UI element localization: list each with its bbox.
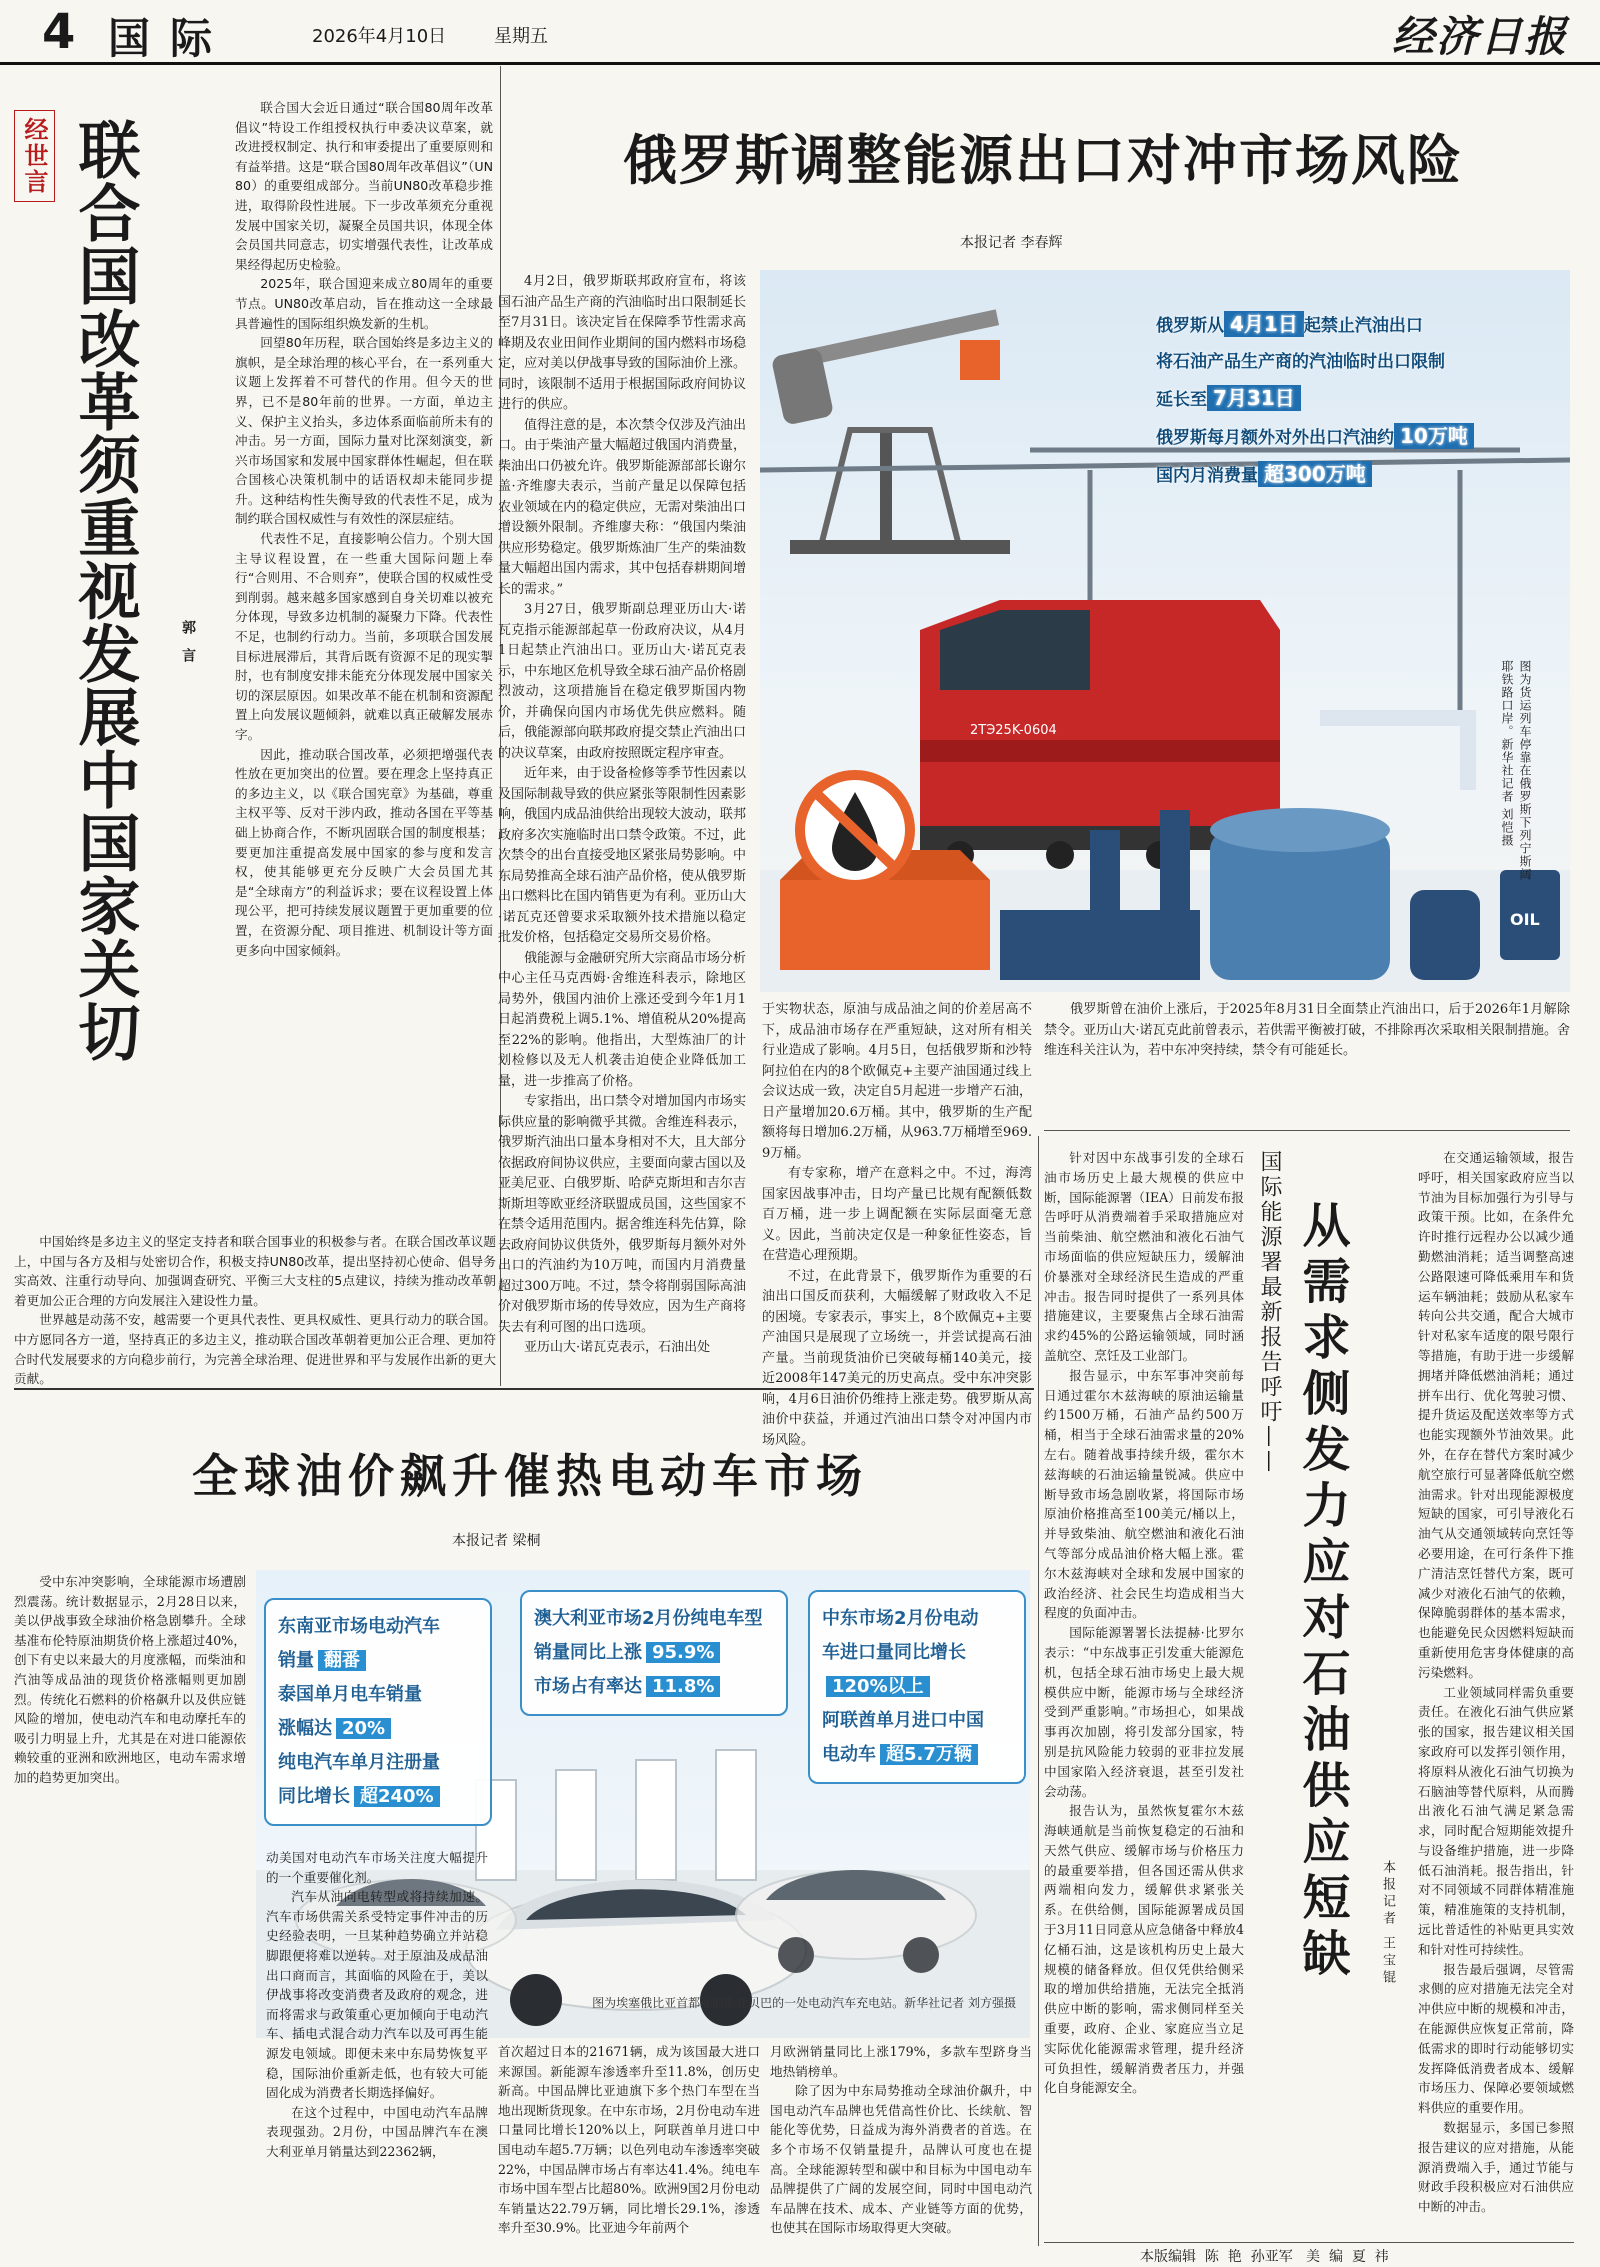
page-number: 4 <box>42 4 76 60</box>
russia-column-3 <box>1044 1000 1570 1080</box>
box-australia <box>520 1590 788 1716</box>
russia-paragraph: 近年来，由于设备检修等季节性因素以及国际制裁导致的供应紧张等限制性因素影响，俄国内成品油供给出现较大波动，联邦政府多次实施临时出口禁令政策。不过，此次禁令的出台直接受地区紧张局势影响。中东局势推高全球石油产品价格，使从俄罗斯出口燃料比在国内销售更为有利。亚历山大·诺瓦克还曾要求采取额外技术措施以稳定批发价格，包括稳定交易所交易价格。 <box>498 766 746 945</box>
footer-rule <box>1044 2242 1574 2243</box>
ev-column-2 <box>266 1848 488 2240</box>
info-line-export: 俄罗斯每月额外对外出口汽油约 10万吨 <box>1156 418 1556 456</box>
editorial-paragraph: 因此，推动联合国改革，必须把增强代表性放在更加突出的位置。要在理念上坚持真正的多边主义，以《联合国宪章》为基础，尊重主权平等、反对干涉内政，推动各国在平等基础上协商合作，不断巩固联合国的制度根基；要更加注重提高发展中国家的参与度和发言权，使其能够更充分反映广大会员国尤其是“全球南方”的利益诉求；要在议程设置上体现公平，把可持续发展议题置于更加重要的位置，在资源分配、项目推进、机制设计等方面更多向中国家倾斜。 <box>235 746 493 958</box>
ev-paragraph: 在这个过程中，中国电动汽车品牌表现强劲。2月份，中国品牌汽车在澳大利亚单月销量达到22362辆， <box>266 2104 488 2159</box>
section-name: 国际 <box>108 14 233 63</box>
iea-kicker: 国际能源署最新报告呼吁—— <box>1257 1150 1282 1475</box>
ev-paragraph: 除了因为中东局势推动全球油价飙升，中国电动汽车品牌也凭借高性价比、长续航、智能化等优势，日益成为海外消费者的首选。在多个市场不仅销量提升，品牌认可度也在提高。全球能源转型和碳中和目标为中国电动车品牌提供了广阔的发展空间，同时中国电动汽车品牌在技术、成本、产业链等方面的优势，也使其在国际市场取得更大突破。 <box>770 2083 1032 2236</box>
ev-paragraph: 月欧洲销量同比上涨179%，多款车型跻身当地热销榜单。 <box>770 2044 1032 2079</box>
newspaper-logo: 经济日报 <box>1392 12 1569 61</box>
russia-column-2 <box>762 1000 1032 1448</box>
column-tag: 经世言 <box>14 110 55 202</box>
editorial-tail <box>14 1232 496 1387</box>
box-middle-east <box>808 1590 1026 1784</box>
russia-paragraph: 专家指出，出口禁令对增加国内市场实际供应量的影响微乎其微。舍维连科表示，俄罗斯汽油出口量本身相对不大，且大部分依据政府间协议供应，主要面向蒙古国以及亚美尼亚、白俄罗斯、哈萨克斯坦和吉尔吉斯斯坦等欧亚经济联盟成员国，这些国家不在禁令适用范围内。据舍维连科先估算，除去政府间协议供货外，俄罗斯每月额外对外出口的汽油约为10万吨，而国内月消费量超过300万吨。不过，禁令将削弱国际高油价对俄罗斯市场的传导效应，因为生产商将失去有利可图的出口选项。 <box>498 1094 746 1335</box>
ev-headline: 全球油价飙升催热电动车市场 <box>192 1449 868 1503</box>
ev-column-4 <box>770 2042 1032 2240</box>
iea-paragraph: 报告最后强调，尽管需求侧的应对措施无法完全对冲供应中断的规模和冲击，在能源供应恢复正常前，降低需求的即时行动能够切实发挥降低消费者成本、缓解市场压力、保障必要领域燃料供应的重要作用。 <box>1418 1961 1574 2116</box>
russia-paragraph: 亚历山大·诺瓦克表示，石油出处 <box>524 1340 711 1355</box>
box-row: 市场占有率达 11.8% <box>534 1670 774 1704</box>
editorial-column <box>235 98 493 1238</box>
info-line-extend: 延长至 7月31日 <box>1156 380 1556 418</box>
masthead-rule <box>0 62 1600 65</box>
iea-paragraph: 在交通运输领域，报告呼吁，相关国家政府应当以节油为目标加强行为引导与政策干预。比如，在条件允许时推行远程办公以减少通勤燃油消耗；适当调整高速公路限速可降低乘用车和货运车辆油耗；鼓励从私家车转向公共交通，配合大城市针对私家车适度的限号限行等措施，有助于进一步缓解拥堵并降低燃油消耗；通过拼车出行、优化驾驶习惯、提升货运及配送效率等方式也能实现额外节油效果。此外，在存在替代方案时减少航空旅行可显著降低航空燃油需求。针对出现能源极度短缺的国家，可引导液化石油气从交通领域转向烹饪等必要用途，在可行条件下推广清洁烹饪替代方案，既可减少对液化石油气的依赖，保障脆弱群体的基本需求，也能避免民众因燃料短缺而重新使用危害身体健康的高污染燃料。 <box>1418 1150 1574 1680</box>
russia-paragraph: 不过，在此背景下，俄罗斯作为重要的石油出口国反而获利，大幅缓解了财政收入不足的困境。专家表示，事实上，8个欧佩克+主要产油国只是展现了立场统一，并尝试提高石油产量。当前现货油价已突破每桶140美元，接近2008年147美元的历史高点。受中东冲突影响，4月6日油价仍维持上涨走势。俄罗斯从高油价中获益，并通过汽油出口禁令对冲国内市场风险。 <box>762 1268 1032 1448</box>
box-header: 中东市场2月份电动 <box>822 1608 979 1629</box>
svg-text:OIL: OIL <box>1510 910 1540 929</box>
russia-column-1 <box>498 272 746 1382</box>
ev-column-1 <box>14 1572 246 2240</box>
russia-byline: 本报记者 李春辉 <box>960 235 1063 251</box>
issue-date: 2026年4月10日 <box>312 26 447 47</box>
iea-paragraph: 报告显示，中东军事冲突前每日通过霍尔木兹海峡的原油运输量约1500万桶，石油产品约500万桶，相当于全球石油需求量的20%左右。随着战事持续升级，霍尔木兹海峡的石油运输量锐减。供应中断导致市场急剧收紧，将国际市场原油价格推高至100美元/桶以上，并导致柴油、航空燃油和液化石油气等部分成品油价格大幅上涨。霍尔木兹海峡对全球和发展中国家的政治经济、社会民生均造成相当大程度的负面冲击。 <box>1044 1367 1244 1621</box>
box-southeast-asia <box>264 1598 492 1826</box>
info-line-ban: 俄罗斯从 4月1日 起禁止汽油出口 <box>1156 312 1423 336</box>
box-row: 销量同比上涨 95.9% <box>534 1636 774 1670</box>
russia-paragraph: 3月27日，俄罗斯副总理亚历山大·诺瓦克指示能源部起草一份政府决议，从4月1日起禁止汽油出口。亚历山大·诺瓦克表示，中东地区危机导致全球石油产品价格剧烈波动，这项措施旨在稳定俄罗斯国内物价，并确保向国内市场优先供应燃料。随后，俄能源部向联邦政府提交禁止汽油出口的决议草案，由政府按照既定程序审查。 <box>498 602 746 761</box>
ev-paragraph: 动美国对电动汽车市场关注度大幅提升的一个重要催化剂。 <box>266 1850 488 1885</box>
box-row: 阿联酋单月进口中国 <box>822 1710 984 1731</box>
info-line-restrict: 将石油产品生产商的汽油临时出口限制 <box>1156 352 1445 372</box>
iea-headline: 从需求侧发力应对石油供应短缺 <box>1294 1200 1350 1984</box>
editorial-paragraph: 联合国大会近日通过“联合国80周年改革倡议”特设工作组授权执行申委决议草案，就改进授权制定、执行和审委提出了重要原则和有益举措。这是“联合国80周年改革倡议”（UN80）的重要组成部分。当前UN80改革稳步推进，取得阶段性进展。下一步改革须充分重视发展中国家关切，凝聚全员国共识，体现全体会员国共同意志，切实增强代表性，让改革成果经得起历史检验。 <box>235 100 493 272</box>
box-header: 澳大利亚市场2月份纯电车型 <box>534 1608 763 1629</box>
ev-paragraph: 受中东冲突影响，全球能源市场遭剧烈震荡。统计数据显示，2月28日以来，美以伊战事致全球油价格急剧攀升。全球基准布伦特原油期货价格上涨超过40%，创下有史以来最大的月度涨幅，而柴油和汽油等成品油的现货价格涨幅则更加剧烈。传统化石燃料的价格飙升以及供应链风险的增加，使电动汽车和电动摩托车的吸引力明显上升，尤其是在对进口能源依赖较重的亚洲和欧洲地区，电动车需求增加的趋势更加突出。 <box>14 1574 246 1785</box>
pumpjack-icon <box>771 309 1010 554</box>
masthead <box>0 0 1600 62</box>
box-row: 电动车 超5.7万辆 <box>822 1738 1012 1772</box>
box-row: 车进口量同比增长 <box>822 1642 966 1663</box>
russia-paragraph: 俄罗斯曾在油价上涨后，于2025年8月31日全面禁止汽油出口，后于2026年1月解除禁令。亚历山大·诺瓦克此前曾表示，若供需平衡被打破，不排除再次采取相关限制措施。舍维连科关注认为，若中东冲突持续，禁令有可能延长。 <box>1044 1002 1570 1058</box>
box-row: 涨幅达 20% <box>278 1712 478 1746</box>
info-line-consumption: 国内月消费量 超300万吨 <box>1156 456 1556 494</box>
russia-photo-caption: 图为货运列车停靠在俄罗斯下列宁斯阔耶铁路口岸。新华社记者 刘恺摄 <box>1500 660 1532 881</box>
russia-headline: 俄罗斯调整能源出口对冲市场风险 <box>623 129 1463 192</box>
box-header: 东南亚市场电动汽车 <box>278 1616 440 1637</box>
russia-paragraph: 有专家称，增产在意料之中。不过，海湾国家因战事冲击，日均产量已比规有配额低数百万桶，进一步上调配额在实际层面毫无意义。因此，当前决定仅是一种象征性姿态，旨在营造心理预期。 <box>762 1166 1032 1263</box>
ev-paragraph: 首次超过日本的21671辆，成为该国最大进口来源国。新能源车渗透率升至11.8%，创历史新高。中国品牌比亚迪旗下多个热门车型在当地出现断货现象。在中东市场，2月份电动车进口量同比增长120%以上，阿联酋单月进口中国电动车超5.7万辆；以色列电动车渗透率突破22%，中国品牌市场占有率达41.4%。纯电车市场中国车型占比超80%。欧洲9国2月份电动车销量达22.79万辆，同比增长29.1%，渗透率升至30.9%。比亚迪今年前两个 <box>498 2044 760 2236</box>
editorial-title: 联合国改革须重视发展中国家关切 <box>68 118 141 1063</box>
iea-paragraph: 报告认为，虽然恢复霍尔木兹海峡通航是当前恢复稳定的石油和天然气供应、缓解市场与价格压力的最重要举措，但各国还需从供求两端相向发力，缓解供求紧张关系。在供给侧，国际能源署成员国于3月11日同意从应急储备中释放4亿桶石油，这是该机构历史上最大规模的储备释放。但仅凭供给侧采取的增加供给措施，无法完全抵消供应中断的影响，需求侧同样至关重要，政府、企业、家庭应当立足实际优化能源需求管理，提升经济可负担性，缓解消费者压力，并强化自身能源安全。 <box>1044 1803 1244 2096</box>
issue-weekday: 星期五 <box>494 26 548 47</box>
ev-byline: 本报记者 梁桐 <box>452 1533 541 1549</box>
box-row: 同比增长 超240% <box>278 1780 478 1814</box>
editorial-author: 郭言 <box>180 620 196 676</box>
iea-byline: 本报记者 王宝锟 <box>1380 1860 1395 1988</box>
editorial-paragraph: 代表性不足，直接影响公信力。个别大国主导议程设置，在一些重大国际问题上奉行“合则用、不合则弃”，使联合国的权威性受到削弱。越来越多国家感到自身关切难以被充分体现，导致多边机制的凝聚力下降。代表性不足，也制约行动力。当前，多项联合国发展目标进展滞后，其背后既有资源不足的现实掣肘，也有制度安排未能充分体现发展中国家关切的深层原因。如果改革不能在机制和资源配置上向发展议题倾斜，就难以真正破解发展赤字。 <box>235 531 493 742</box>
no-oil-sign-icon <box>800 775 910 885</box>
iea-paragraph: 数据显示，多国已参照报告建议的应对措施，从能源消费端入手，通过节能与财政手段积极应对石油供应中断的冲击。 <box>1418 2120 1574 2215</box>
russia-info-panel <box>1156 306 1556 494</box>
iea-divider <box>1038 1136 1039 2246</box>
ev-paragraph: 汽车从油向电转型或将持续加速。汽车市场供需关系受特定事件冲击的历史经验表明，一旦某种趋势确立并站稳脚跟便将难以逆转。对于原油及成品油出口商而言，其面临的风险在于，美以伊战事将改变消费者及政府的观念，进而将需求与政策重心更加倾向于电动汽车、插电式混合动力汽车以及可再生能源发电领域。即便未来中东局势恢复平稳，国际油价重新走低，也有较大可能固化成为消费者长期选择偏好。 <box>266 1889 488 2101</box>
russia-illustration <box>760 270 1570 992</box>
ev-photo-caption: 图为埃塞俄比亚首都亚的斯亚贝巴的一处电动汽车充电站。新华社记者 刘方强摄 <box>592 1996 1016 2010</box>
iea-paragraph: 工业领域同样需负重要责任。在液化石油气供应紧张的国家，报告建议相关国家政府可以发挥引领作用，将原料从液化石油气切换为石脑油等替代原料，从而腾出液化石油气满足紧急需求，同时配合短期能效提升与设备维护措施，进一步降低石油消耗。报告指出，针对不同领域不同群体精准施策，精准施策的支持机制，远比普适性的补贴更具实效和针对性可持续性。 <box>1418 1684 1574 1957</box>
editor-credits: 本版编辑 陈 艳 孙亚军 美 编 夏 祎 <box>1140 2249 1389 2265</box>
box-row: 120%以上 <box>822 1670 1012 1704</box>
iea-column-1 <box>1044 1148 1244 2238</box>
russia-paragraph: 于实物状态，原油与成品油之间的价差居高不下，成品油市场存在严重短缺，这对所有相关行业造成了影响。4月5日，包括俄罗斯和沙特阿拉伯在内的8个欧佩克+主要产油国通过线上会议达成一致，决定自5月起进一步增产石油，日产量增加20.6万桶。其中，俄罗斯的生产配额将每日增加6.2万桶，从963.7万桶增至969.9万桶。 <box>762 1002 1032 1161</box>
russia-paragraph: 4月2日，俄罗斯联邦政府宣布，将该国石油产品生产商的汽油临时出口限制延长至7月31日。该决定旨在保障季节性需求高峰期及农业田间作业期间的国内燃料市场稳定，应对美以伊战事导致的国际油价上涨。同时，该限制不适用于根据国际政府间协议进行的供应。 <box>498 274 746 412</box>
iea-paragraph: 国际能源署署长法提赫·比罗尔表示：“中东战事正引发重大能源危机，包括全球石油市场史上最大规模供应中断，能源市场与全球经济受到严重影响。”市场担心，如果战事再次加剧，将引发部分国家，特别是抗风险能力较弱的亚非拉发展中国家陷入经济衰退，甚至引发社会动荡。 <box>1044 1625 1244 1799</box>
ev-column-3 <box>498 2042 760 2240</box>
iea-paragraph: 针对因中东战事引发的全球石油市场历史上最大规模的供应中断，国际能源署（IEA）日前发布报告呼吁从消费端着手采取措施应对当前柴油、航空燃油和液化石油气市场面临的供应短缺压力，缓解油价暴涨对全球经济民生造成的严重冲击。报告同时提供了一系列具体措施建议，主要聚焦占全球石油需求约45%的公路运输领域，同时涵盖航空、烹饪及工业部门。 <box>1044 1150 1244 1363</box>
editorial-paragraph: 世界越是动荡不安，越需要一个更具代表性、更具权威性、更具行动力的联合国。中方愿同各方一道，坚持真正的多边主义，推动联合国改革朝着更加公正合理、更加符合时代发展要求的方向稳步前行，为完善全球治理、促进世界和平与发展作出新的更大贡献。 <box>14 1312 496 1387</box>
svg-text:2TЭ25K-0604: 2TЭ25K-0604 <box>970 723 1057 738</box>
box-row: 纯电汽车单月注册量 <box>278 1752 440 1773</box>
russia-paragraph: 值得注意的是，本次禁令仅涉及汽油出口。由于柴油产量大幅超过俄国内消费量，柴油出口仍被允许。俄罗斯能源部部长谢尔盖·齐维廖夫表示，当前产量足以保障包括农业领域在内的稳定供应，无需对柴油出口增设额外限制。齐维廖夫称：“俄国内柴油供应形势稳定。俄罗斯炼油厂生产的柴油数量大幅超出国内需求，其中包括春耕期间增长的需求。” <box>498 417 746 597</box>
editorial-paragraph: 回望80年历程，联合国始终是多边主义的旗帜，是全球治理的核心平台，在一系列重大议题上发挥着不可替代的作用。但今天的世界，已不是80年前的世界。一方面，单边主义、保护主义抬头，多边体系面临前所未有的冲击。另一方面，国际力量对比深刻演变，新兴市场国家和发展中国家群体性崛起，但在联合国核心决策机制中的话语权却未能同步提升。这种结构性失衡导致的代表性不足，成为制约联合国权威性与有效性的深层症结。 <box>235 335 493 527</box>
iea-column-2 <box>1418 1148 1574 2238</box>
russia-paragraph: 俄能源与金融研究所大宗商品市场分析中心主任马克西姆·舍维连科表示，除地区局势外，俄国内油价上涨还受到今年1月1日起消费税上调5.1%、增值税从20%提高至22%的影响。他指出，大型炼油厂的计划检修以及无人机袭击迫使企业降低加工量，进一步推高了价格。 <box>498 950 746 1089</box>
editorial-paragraph: 中国始终是多边主义的坚定支持者和联合国事业的积极参与者。在联合国改革议题上，中国与各方及相与处密切合作，积极支持UN80改革，提出坚持初心使命、倡导务实高效、注重行动导向、加强调查研究、平衡三大支柱的5点建议，持续为推动改革朝着更加公正合理的方向发展注入建设性力量。 <box>14 1234 496 1308</box>
ev-top-rule <box>14 1388 1034 1390</box>
box-row: 销量 翻番 <box>278 1644 478 1678</box>
editorial-paragraph: 2025年，联合国迎来成立80周年的重要节点。UN80改革启动，旨在推动这一全球最具普遍性的国际组织焕发新的生机。 <box>235 276 493 331</box>
russia-bottom-rule <box>1044 1130 1570 1131</box>
box-row: 泰国单月电车销量 <box>278 1684 422 1705</box>
charging-station-icon <box>476 1750 756 1880</box>
